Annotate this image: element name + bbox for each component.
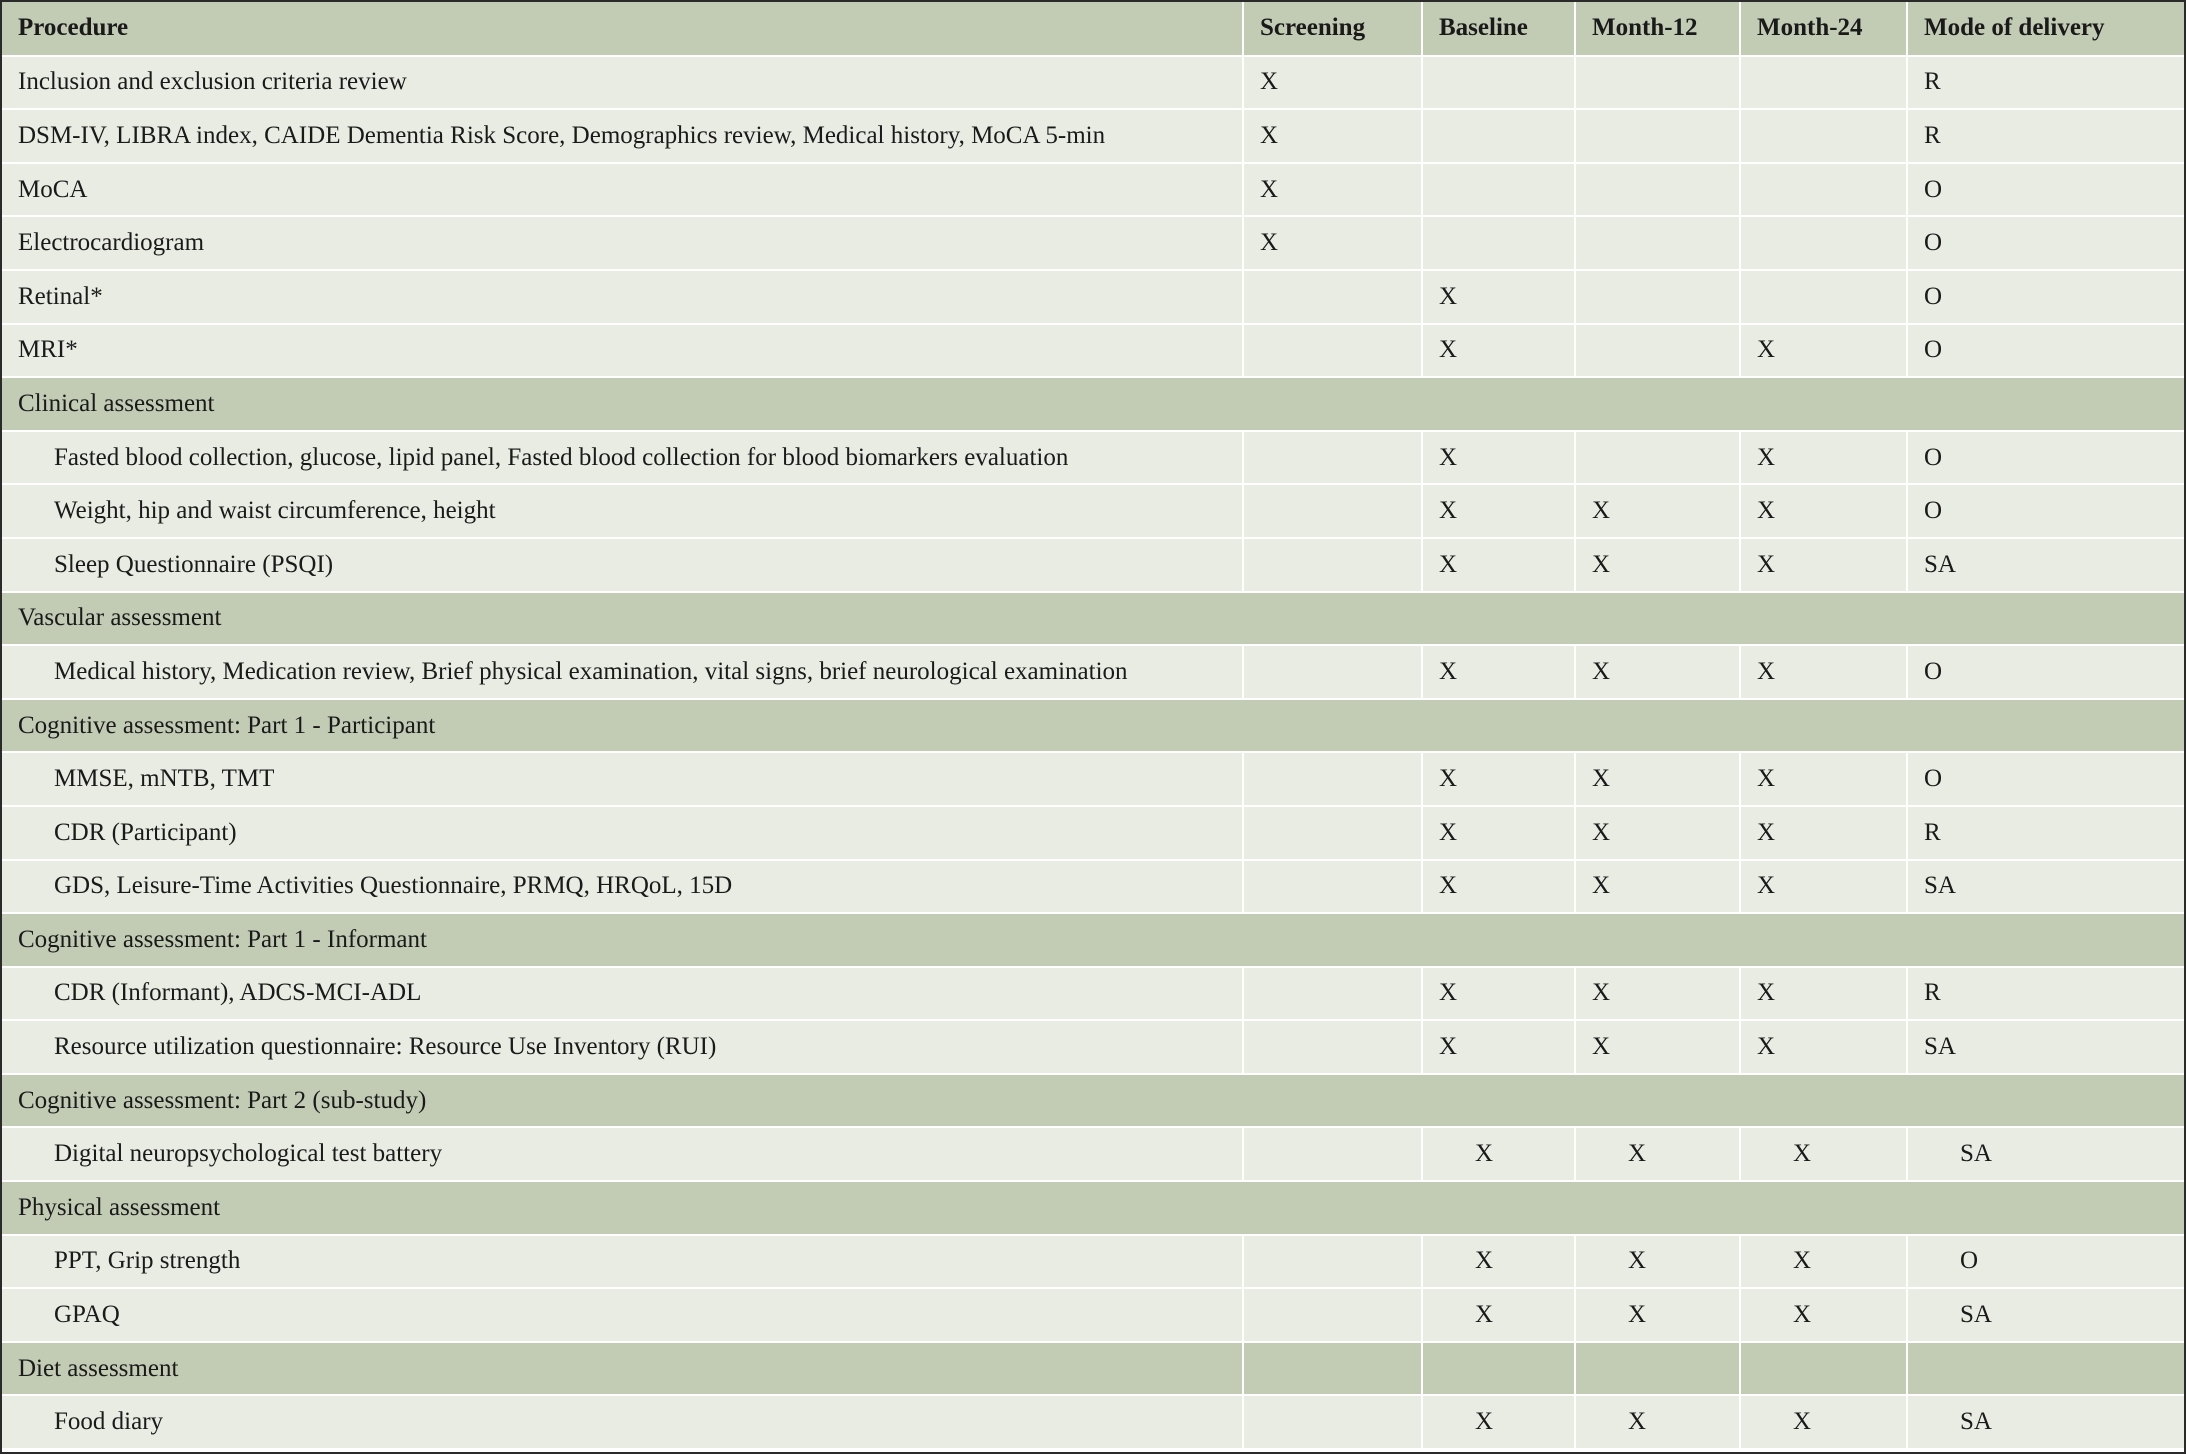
screening-cell (1243, 324, 1422, 378)
section-label: Cognitive assessment: Part 2 (sub-study) (2, 1074, 2184, 1128)
month-24-cell: X (1740, 752, 1907, 806)
mode-of-delivery-cell: R (1907, 806, 2184, 860)
mode-of-delivery-cell: SA (1907, 1288, 2184, 1342)
screening-cell (1243, 1127, 1422, 1181)
table-body (2, 56, 2184, 1449)
month-12-cell: X (1575, 752, 1740, 806)
month-12-cell: X (1575, 967, 1740, 1021)
month-12-cell: X (1575, 806, 1740, 860)
schedule-of-assessments-table (2, 2, 2184, 1450)
procedure-cell: Medical history, Medication review, Brief physical examination, vital signs, brief neurological examination (2, 645, 1243, 699)
baseline-cell: X (1422, 1235, 1575, 1289)
mode-of-delivery-cell: O (1907, 752, 2184, 806)
mode-of-delivery-cell: O (1907, 1235, 2184, 1289)
mode-of-delivery-cell: O (1907, 216, 2184, 270)
month-24-cell: X (1740, 1395, 1907, 1449)
table-row (2, 1288, 2184, 1342)
procedure-cell: GPAQ (2, 1288, 1243, 1342)
baseline-cell: X (1422, 270, 1575, 324)
month-24-cell: X (1740, 484, 1907, 538)
baseline-cell: X (1422, 324, 1575, 378)
month-12-cell (1575, 163, 1740, 217)
table-row (2, 538, 2184, 592)
month-12-cell: X (1575, 1235, 1740, 1289)
table-row (2, 1127, 2184, 1181)
mode-of-delivery-cell: O (1907, 484, 2184, 538)
baseline-cell: X (1422, 1395, 1575, 1449)
month-24-cell (1740, 109, 1907, 163)
screening-cell (1243, 1288, 1422, 1342)
screening-cell: X (1243, 109, 1422, 163)
mode-of-delivery-cell: O (1907, 163, 2184, 217)
screening-cell (1243, 645, 1422, 699)
month-24-cell: X (1740, 538, 1907, 592)
baseline-cell: X (1422, 806, 1575, 860)
month-24-cell: X (1740, 967, 1907, 1021)
procedure-cell: PPT, Grip strength (2, 1235, 1243, 1289)
month-12-cell: X (1575, 1288, 1740, 1342)
header-mode-of-delivery: Mode of delivery (1907, 2, 2184, 56)
baseline-cell: X (1422, 431, 1575, 485)
header-procedure: Procedure (2, 2, 1243, 56)
screening-cell (1243, 752, 1422, 806)
screening-cell: X (1243, 56, 1422, 110)
baseline-cell: X (1422, 1127, 1575, 1181)
mode-of-delivery-cell: SA (1907, 860, 2184, 914)
month-24-cell: X (1740, 645, 1907, 699)
table-row (2, 270, 2184, 324)
section-empty-cell (1243, 1342, 1422, 1396)
procedure-cell: MRI* (2, 324, 1243, 378)
procedure-cell: Digital neuropsychological test battery (2, 1127, 1243, 1181)
procedure-cell: Fasted blood collection, glucose, lipid panel, Fasted blood collection for blood biomarkers evaluation (2, 431, 1243, 485)
screening-cell (1243, 1235, 1422, 1289)
baseline-cell (1422, 216, 1575, 270)
month-12-cell (1575, 324, 1740, 378)
mode-of-delivery-cell: R (1907, 109, 2184, 163)
baseline-cell (1422, 163, 1575, 217)
mode-of-delivery-cell: SA (1907, 1127, 2184, 1181)
baseline-cell: X (1422, 752, 1575, 806)
month-24-cell: X (1740, 431, 1907, 485)
section-header-row (2, 1181, 2184, 1235)
section-label: Cognitive assessment: Part 1 - Informant (2, 913, 2184, 967)
section-header-row (2, 377, 2184, 431)
table-row (2, 324, 2184, 378)
month-12-cell (1575, 431, 1740, 485)
screening-cell (1243, 860, 1422, 914)
month-12-cell (1575, 56, 1740, 110)
month-12-cell: X (1575, 645, 1740, 699)
month-24-cell: X (1740, 324, 1907, 378)
mode-of-delivery-cell: SA (1907, 538, 2184, 592)
screening-cell (1243, 431, 1422, 485)
section-label: Physical assessment (2, 1181, 2184, 1235)
baseline-cell: X (1422, 645, 1575, 699)
baseline-cell: X (1422, 484, 1575, 538)
screening-cell (1243, 270, 1422, 324)
mode-of-delivery-cell: SA (1907, 1020, 2184, 1074)
procedure-cell: MMSE, mNTB, TMT (2, 752, 1243, 806)
screening-cell (1243, 967, 1422, 1021)
mode-of-delivery-cell: O (1907, 431, 2184, 485)
screening-cell (1243, 484, 1422, 538)
month-12-cell: X (1575, 1395, 1740, 1449)
baseline-cell: X (1422, 860, 1575, 914)
month-24-cell: X (1740, 1020, 1907, 1074)
section-label: Diet assessment (2, 1342, 1243, 1396)
section-empty-cell (1575, 1342, 1740, 1396)
mode-of-delivery-cell: R (1907, 967, 2184, 1021)
mode-of-delivery-cell: R (1907, 56, 2184, 110)
month-24-cell: X (1740, 1288, 1907, 1342)
table-row (2, 1235, 2184, 1289)
month-24-cell: X (1740, 1127, 1907, 1181)
section-empty-cell (1907, 1342, 2184, 1396)
table-row (2, 56, 2184, 110)
table-row (2, 163, 2184, 217)
section-header-row (2, 1342, 2184, 1396)
table-row (2, 860, 2184, 914)
table-header-row (2, 2, 2184, 56)
table-row (2, 1395, 2184, 1449)
table-row (2, 484, 2184, 538)
header-month-24: Month-24 (1740, 2, 1907, 56)
month-12-cell: X (1575, 1127, 1740, 1181)
header-screening: Screening (1243, 2, 1422, 56)
baseline-cell: X (1422, 1288, 1575, 1342)
procedure-cell: Retinal* (2, 270, 1243, 324)
section-header-row (2, 1074, 2184, 1128)
month-12-cell: X (1575, 484, 1740, 538)
table-row (2, 967, 2184, 1021)
month-24-cell (1740, 56, 1907, 110)
month-24-cell: X (1740, 860, 1907, 914)
baseline-cell (1422, 56, 1575, 110)
month-12-cell: X (1575, 538, 1740, 592)
procedure-cell: Sleep Questionnaire (PSQI) (2, 538, 1243, 592)
month-24-cell: X (1740, 1235, 1907, 1289)
section-header-row (2, 592, 2184, 646)
table-row (2, 806, 2184, 860)
table-row (2, 431, 2184, 485)
procedure-cell: Food diary (2, 1395, 1243, 1449)
baseline-cell (1422, 109, 1575, 163)
header-baseline: Baseline (1422, 2, 1575, 56)
section-label: Cognitive assessment: Part 1 - Participant (2, 699, 2184, 753)
procedure-cell: DSM-IV, LIBRA index, CAIDE Dementia Risk Score, Demographics review, Medical history, MoCA 5-min (2, 109, 1243, 163)
baseline-cell: X (1422, 1020, 1575, 1074)
procedure-cell: Inclusion and exclusion criteria review (2, 56, 1243, 110)
screening-cell (1243, 1395, 1422, 1449)
header-month-12: Month-12 (1575, 2, 1740, 56)
section-empty-cell (1740, 1342, 1907, 1396)
procedure-cell: Electrocardiogram (2, 216, 1243, 270)
month-24-cell: X (1740, 806, 1907, 860)
screening-cell: X (1243, 163, 1422, 217)
mode-of-delivery-cell: O (1907, 645, 2184, 699)
procedure-cell: CDR (Informant), ADCS-MCI-ADL (2, 967, 1243, 1021)
mode-of-delivery-cell: O (1907, 324, 2184, 378)
month-12-cell (1575, 216, 1740, 270)
month-24-cell (1740, 270, 1907, 324)
procedure-cell: MoCA (2, 163, 1243, 217)
section-header-row (2, 699, 2184, 753)
screening-cell (1243, 1020, 1422, 1074)
procedure-cell: GDS, Leisure-Time Activities Questionnaire, PRMQ, HRQoL, 15D (2, 860, 1243, 914)
section-label: Clinical assessment (2, 377, 2184, 431)
baseline-cell: X (1422, 538, 1575, 592)
procedure-cell: Resource utilization questionnaire: Resource Use Inventory (RUI) (2, 1020, 1243, 1074)
section-empty-cell (1422, 1342, 1575, 1396)
month-12-cell (1575, 270, 1740, 324)
table-row (2, 1020, 2184, 1074)
screening-cell (1243, 806, 1422, 860)
table-row (2, 109, 2184, 163)
month-12-cell: X (1575, 860, 1740, 914)
mode-of-delivery-cell: SA (1907, 1395, 2184, 1449)
table-row (2, 752, 2184, 806)
table-row (2, 645, 2184, 699)
month-24-cell (1740, 216, 1907, 270)
procedure-cell: CDR (Participant) (2, 806, 1243, 860)
procedure-cell: Weight, hip and waist circumference, height (2, 484, 1243, 538)
screening-cell (1243, 538, 1422, 592)
month-24-cell (1740, 163, 1907, 217)
mode-of-delivery-cell: O (1907, 270, 2184, 324)
screening-cell: X (1243, 216, 1422, 270)
table-row (2, 216, 2184, 270)
month-12-cell (1575, 109, 1740, 163)
month-12-cell: X (1575, 1020, 1740, 1074)
section-header-row (2, 913, 2184, 967)
baseline-cell: X (1422, 967, 1575, 1021)
section-label: Vascular assessment (2, 592, 2184, 646)
